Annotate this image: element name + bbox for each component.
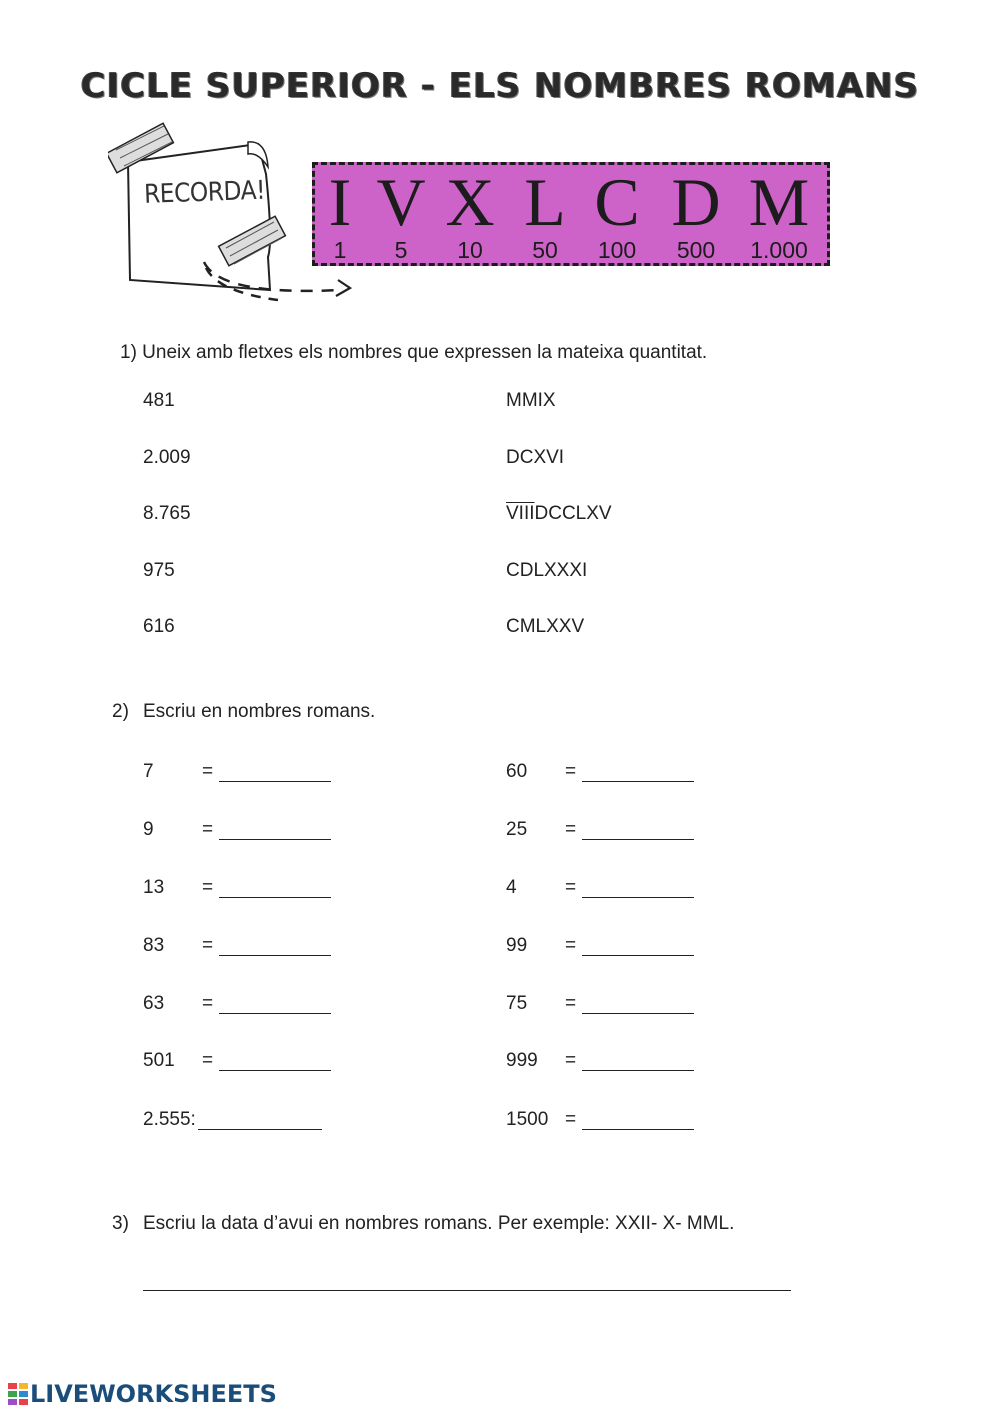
equals-sign: = [202, 877, 214, 898]
overline-prefix: VIII [506, 503, 535, 524]
liveworksheets-logo [8, 1380, 277, 1408]
q2-left-number: 63 [143, 993, 165, 1014]
answer-blank[interactable] [219, 877, 331, 898]
answer-blank[interactable] [582, 993, 694, 1014]
logo-text: LIVEWORKSHEETS [30, 1380, 277, 1408]
answer-blank[interactable] [582, 935, 694, 956]
roman-symbol: D [671, 164, 721, 240]
roman-value: 50 [532, 237, 558, 263]
q2-number: 2) [112, 701, 129, 722]
equals-sign: = [202, 761, 214, 782]
equals-sign: = [565, 935, 577, 956]
answer-blank[interactable] [582, 761, 694, 782]
answer-blank[interactable] [219, 993, 331, 1014]
equals-sign: = [565, 1050, 577, 1071]
q2-left-number: 83 [143, 935, 165, 956]
equals-sign: = [202, 935, 214, 956]
q2-right-number: 25 [506, 819, 528, 840]
note-label: RECORDA! [143, 175, 266, 210]
q1-right-roman[interactable]: DCXVI [506, 447, 565, 468]
q1-instruction: 1) Uneix amb fletxes els nombres que expressen la mateixa quantitat. [120, 342, 708, 363]
roman-value: 100 [597, 237, 637, 263]
answer-blank[interactable] [582, 1109, 694, 1130]
q2-left-number: 9 [143, 819, 154, 840]
answer-blank[interactable] [582, 877, 694, 898]
equals-sign: = [565, 993, 577, 1014]
equals-sign: = [202, 819, 214, 840]
q1-left-number[interactable]: 481 [143, 390, 175, 411]
roman-symbol-col [739, 165, 819, 263]
equals-sign: = [565, 819, 577, 840]
q2-right-number: 60 [506, 761, 528, 782]
equals-sign: = [565, 1109, 577, 1130]
q1-right-roman[interactable]: MMIX [506, 390, 556, 411]
q1-right-roman[interactable]: CDLXXXI [506, 560, 588, 581]
equals-sign: = [202, 1050, 214, 1071]
answer-blank[interactable] [198, 1109, 322, 1130]
q2-right-number: 4 [506, 877, 517, 898]
equals-sign: = [202, 993, 214, 1014]
answer-blank[interactable] [219, 935, 331, 956]
liveworksheets-mark-icon [8, 1383, 28, 1405]
roman-symbol: X [445, 164, 495, 240]
q2-right-number: 99 [506, 935, 528, 956]
roman-symbol-col [505, 165, 585, 263]
q3-number: 3) [112, 1213, 129, 1234]
q1-right-roman[interactable]: CMLXXV [506, 616, 585, 637]
roman-symbol: C [594, 164, 640, 240]
roman-symbol: I [328, 164, 352, 240]
equals-sign: = [565, 761, 577, 782]
roman-symbol-col [577, 165, 657, 263]
q2-left-number: 501 [143, 1050, 175, 1071]
roman-symbol-col [430, 165, 510, 263]
q1-left-number[interactable]: 616 [143, 616, 175, 637]
date-answer-blank[interactable] [143, 1270, 791, 1291]
q2-instruction: Escriu en nombres romans. [143, 701, 376, 722]
roman-value: 1 [333, 237, 347, 263]
roman-value: 1.000 [750, 237, 808, 263]
q1-left-number[interactable]: 975 [143, 560, 175, 581]
roman-symbol: V [376, 164, 426, 240]
roman-value: 500 [676, 237, 716, 263]
roman-value: 10 [457, 237, 483, 263]
answer-blank[interactable] [582, 819, 694, 840]
q2-right-number: 75 [506, 993, 528, 1014]
roman-symbol-col [656, 165, 736, 263]
q3-instruction: Escriu la data d’avui en nombres romans. Per exemple: XXII- X- MML. [143, 1213, 735, 1234]
equals-sign: = [565, 877, 577, 898]
q2-left-number: 7 [143, 761, 154, 782]
roman-symbol: M [748, 164, 810, 240]
q1-left-number[interactable]: 8.765 [143, 503, 191, 524]
answer-blank[interactable] [582, 1050, 694, 1071]
roman-symbol: L [524, 164, 566, 240]
answer-blank[interactable] [219, 1050, 331, 1071]
roman-value: 5 [394, 237, 408, 263]
answer-blank[interactable] [219, 761, 331, 782]
roman-symbol-col [361, 165, 441, 263]
q1-right-roman[interactable] [506, 503, 612, 525]
roman-suffix: DCCLXV [534, 503, 612, 524]
q2-left-number: 13 [143, 877, 165, 898]
q2-right-number: 999 [506, 1050, 538, 1071]
q2-right-number: 1500 [506, 1109, 549, 1130]
roman-numerals-reference [312, 162, 830, 266]
q1-left-number[interactable]: 2.009 [143, 447, 191, 468]
worksheet-title: CICLE SUPERIOR - ELS NOMBRES ROMANS [80, 66, 920, 106]
q2-left-number: 2.555: [143, 1109, 196, 1130]
answer-blank[interactable] [219, 819, 331, 840]
